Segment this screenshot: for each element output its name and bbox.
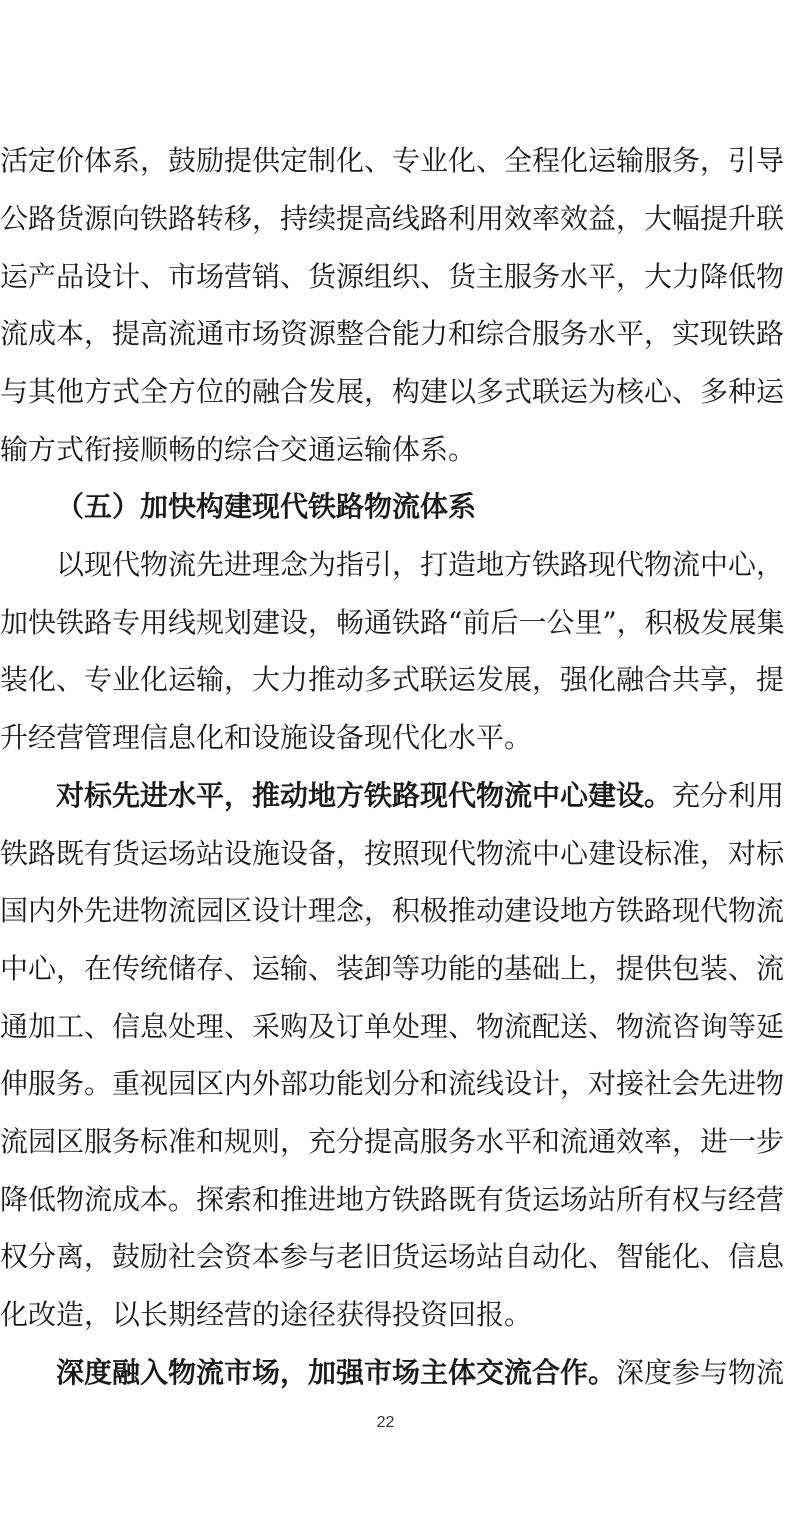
bold-lead: 深度融入物流市场，加强市场主体交流合作。 xyxy=(56,1356,617,1389)
paragraph-line: 与其他方式全方位的融合发展，构建以多式联运为核心、多种运 xyxy=(0,375,785,408)
page-number: 22 xyxy=(376,1414,395,1431)
paragraph-line: 化改造，以长期经营的途径获得投资回报。 xyxy=(0,1298,533,1331)
line-text: 深度参与物流 xyxy=(616,1356,785,1389)
paragraph-line: 以现代物流先进理念为指引，打造地方铁路现代物流中心， xyxy=(56,548,785,581)
paragraph-line: 活定价体系，鼓励提供定制化、专业化、全程化运输服务，引导 xyxy=(0,144,785,177)
paragraph-line: 铁路既有货运场站设施设备，按照现代物流中心建设标准，对标 xyxy=(0,837,785,870)
paragraph-line: 装化、专业化运输，大力推动多式联运发展，强化融合共享，提 xyxy=(0,663,785,696)
paragraph-line: 加快铁路专用线规划建设，畅通铁路“前后一公里”，积极发展集 xyxy=(0,606,785,639)
paragraph-line: 伸服务。重视园区内外部功能划分和流线设计，对接社会先进物 xyxy=(0,1067,785,1100)
paragraph-line: 通加工、信息处理、采购及订单处理、物流配送、物流咨询等延 xyxy=(0,1010,785,1043)
paragraph-line: 中心，在传统储存、运输、装卸等功能的基础上，提供包装、流 xyxy=(0,952,785,985)
paragraph-line: 降低物流成本。探索和推进地方铁路既有货运场站所有权与经营 xyxy=(0,1183,785,1216)
bold-lead: 对标先进水平，推动地方铁路现代物流中心建设。 xyxy=(56,779,673,812)
paragraph-line xyxy=(0,767,785,825)
paragraph-line: 流园区服务标准和规则，充分提高服务水平和流通效率，进一步 xyxy=(0,1125,785,1158)
paragraph-line: 运产品设计、市场营销、货源组织、货主服务水平，大力降低物 xyxy=(0,260,785,293)
paragraph-line: 输方式衔接顺畅的综合交通运输体系。 xyxy=(0,433,477,466)
paragraph-line xyxy=(0,1344,785,1402)
section-heading: （五）加快构建现代铁路物流体系 xyxy=(56,490,477,523)
paragraph-line: 升经营管理信息化和设施设备现代化水平。 xyxy=(0,721,533,754)
paragraph-line: 流成本，提高流通市场资源整合能力和综合服务水平，实现铁路 xyxy=(0,317,785,350)
line-text: 充分利用 xyxy=(672,779,785,812)
paragraph-line: 权分离，鼓励社会资本参与老旧货运场站自动化、智能化、信息 xyxy=(0,1240,785,1273)
paragraph-line: 国内外先进物流园区设计理念，积极推动建设地方铁路现代物流 xyxy=(0,894,785,927)
paragraph-line: 公路货源向铁路转移，持续提高线路利用效率效益，大幅提升联 xyxy=(0,202,785,235)
